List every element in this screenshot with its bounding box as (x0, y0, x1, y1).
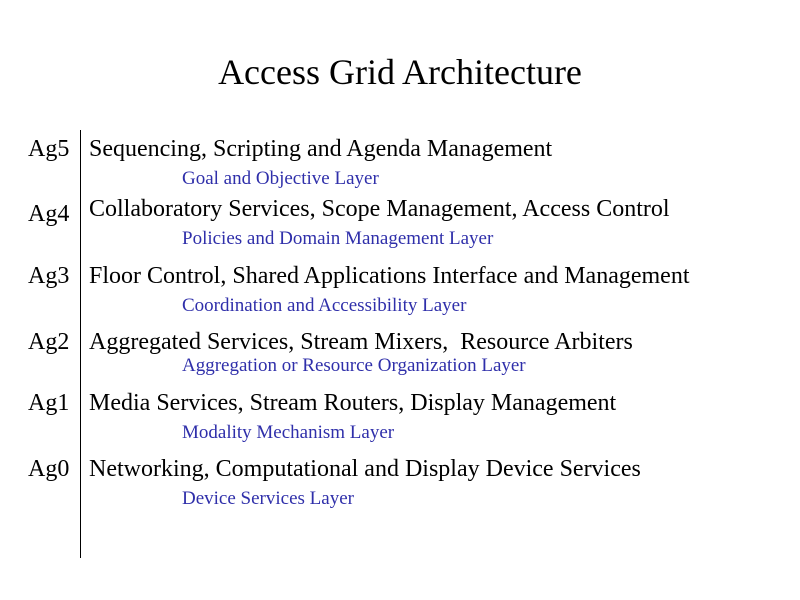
layer-name: Coordination and Accessibility Layer (182, 295, 467, 316)
layer-name: Device Services Layer (182, 488, 354, 509)
layer-id: Ag1 (28, 390, 70, 416)
layer-id: Ag5 (28, 136, 70, 162)
layer-id: Ag2 (28, 329, 70, 355)
layer-services: Media Services, Stream Routers, Display Management (89, 390, 617, 416)
layer-services: Aggregated Services, Stream Mixers, Resource Arbiters (89, 329, 633, 355)
layer-services: Sequencing, Scripting and Agenda Management (89, 136, 553, 162)
layer-services: Networking, Computational and Display Device Services (89, 456, 641, 482)
layer-services: Floor Control, Shared Applications Interface and Management (89, 263, 690, 289)
layer-id: Ag4 (28, 201, 70, 227)
layer-name: Goal and Objective Layer (182, 168, 379, 189)
layer-name: Modality Mechanism Layer (182, 422, 395, 443)
layer-name: Policies and Domain Management Layer (182, 228, 494, 249)
diagram-title: Access Grid Architecture (218, 52, 582, 92)
vertical-divider (80, 130, 81, 558)
layer-id: Ag0 (28, 456, 70, 482)
layer-name: Aggregation or Resource Organization Layer (182, 355, 526, 376)
layer-id: Ag3 (28, 263, 70, 289)
layer-services: Collaboratory Services, Scope Management, Access Control (89, 196, 670, 222)
